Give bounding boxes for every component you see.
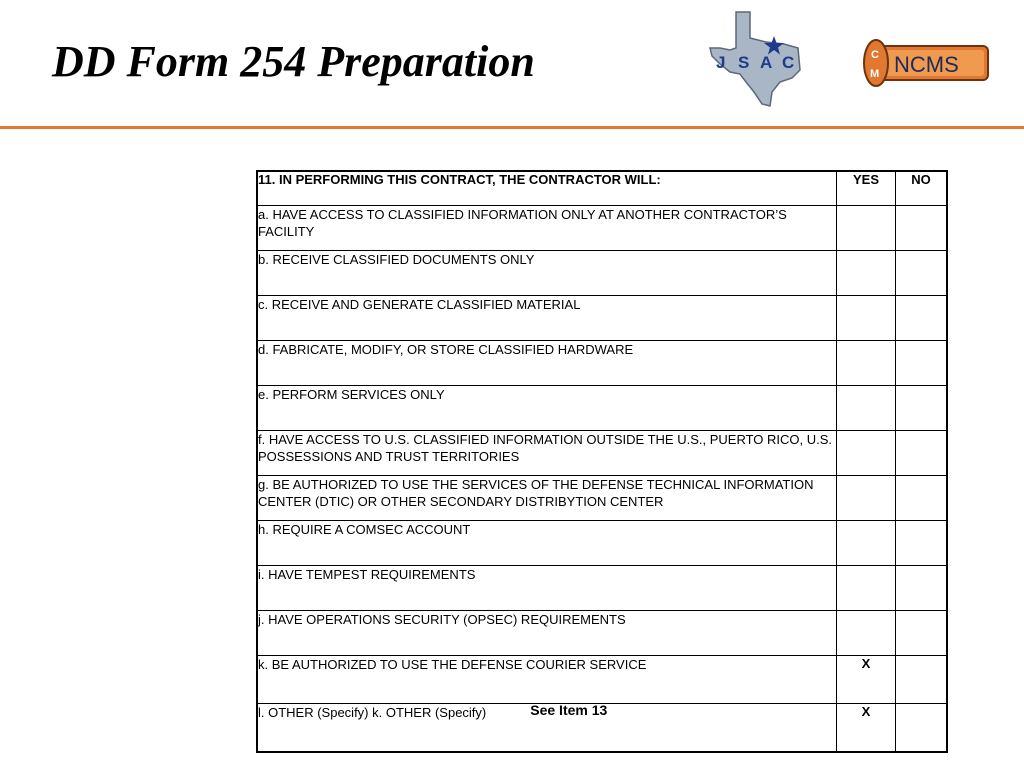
ncms-emblem-icon — [862, 38, 990, 88]
row-question: a. HAVE ACCESS TO CLASSIFIED INFORMATION ONLY AT ANOTHER CONTRACTOR’S FACILITY — [257, 206, 837, 251]
row-question: f. HAVE ACCESS TO U.S. CLASSIFIED INFORMATION OUTSIDE THE U.S., PUERTO RICO, U.S. POSSESSIONS AND TRUST TERRITORIES — [257, 431, 837, 476]
no-checkbox[interactable] — [896, 656, 948, 704]
yes-checkbox[interactable]: X — [837, 656, 896, 704]
table-row — [257, 206, 947, 251]
table-row — [257, 656, 947, 704]
row-question-other — [257, 704, 837, 753]
no-checkbox[interactable] — [896, 566, 948, 611]
texas-map-icon — [706, 8, 806, 108]
no-checkbox[interactable] — [896, 611, 948, 656]
yes-checkbox[interactable] — [837, 296, 896, 341]
ncms-side-letter: C — [871, 49, 879, 61]
jsac-letter: S — [738, 53, 750, 72]
no-checkbox[interactable] — [896, 476, 948, 521]
table-row — [257, 704, 947, 753]
yes-checkbox[interactable] — [837, 341, 896, 386]
row-question: k. BE AUTHORIZED TO USE THE DEFENSE COURIER SERVICE — [257, 656, 837, 704]
jsac-logo — [706, 8, 806, 108]
no-checkbox[interactable] — [896, 704, 948, 753]
row-question: e. PERFORM SERVICES ONLY — [257, 386, 837, 431]
no-column-header: NO — [896, 171, 948, 206]
no-checkbox[interactable] — [896, 296, 948, 341]
row-question: b. RECEIVE CLASSIFIED DOCUMENTS ONLY — [257, 251, 837, 296]
no-checkbox[interactable] — [896, 386, 948, 431]
yes-checkbox[interactable]: X — [837, 704, 896, 753]
table-row — [257, 386, 947, 431]
ncms-side-letter: M — [870, 68, 880, 80]
table-row — [257, 431, 947, 476]
yes-checkbox[interactable] — [837, 521, 896, 566]
table-heading: 11. IN PERFORMING THIS CONTRACT, THE CONTRACTOR WILL: — [257, 171, 837, 206]
yes-checkbox[interactable] — [837, 386, 896, 431]
no-checkbox[interactable] — [896, 206, 948, 251]
yes-checkbox[interactable] — [837, 206, 896, 251]
no-checkbox[interactable] — [896, 251, 948, 296]
table-row — [257, 251, 947, 296]
jsac-letter: J — [716, 53, 726, 72]
yes-checkbox[interactable] — [837, 476, 896, 521]
table-row — [257, 611, 947, 656]
yes-column-header: YES — [837, 171, 896, 206]
row-question: d. FABRICATE, MODIFY, OR STORE CLASSIFIED HARDWARE — [257, 341, 837, 386]
yes-checkbox[interactable] — [837, 611, 896, 656]
yes-checkbox[interactable] — [837, 251, 896, 296]
page-title: DD Form 254 Preparation — [52, 37, 535, 86]
table-row — [257, 296, 947, 341]
table-row — [257, 521, 947, 566]
no-checkbox[interactable] — [896, 341, 948, 386]
see-item-note: See Item 13 — [530, 702, 608, 718]
yes-checkbox[interactable] — [837, 566, 896, 611]
no-checkbox[interactable] — [896, 431, 948, 476]
header-divider — [0, 126, 1024, 129]
table-row — [257, 341, 947, 386]
row-question: g. BE AUTHORIZED TO USE THE SERVICES OF THE DEFENSE TECHNICAL INFORMATION CENTER (DTIC) OR OTHER SECONDARY DISTRIBYTION CENTER — [257, 476, 837, 521]
table-row — [257, 566, 947, 611]
table-header-row — [257, 171, 947, 206]
row-question: l. OTHER (Specify) k. OTHER (Specify) — [258, 705, 487, 720]
row-question: c. RECEIVE AND GENERATE CLASSIFIED MATERIAL — [257, 296, 837, 341]
ncms-logo — [862, 38, 990, 88]
table-row — [257, 476, 947, 521]
row-question: i. HAVE TEMPEST REQUIREMENTS — [257, 566, 837, 611]
row-question: h. REQUIRE A COMSEC ACCOUNT — [257, 521, 837, 566]
yes-checkbox[interactable] — [837, 431, 896, 476]
no-checkbox[interactable] — [896, 521, 948, 566]
row-question: j. HAVE OPERATIONS SECURITY (OPSEC) REQUIREMENTS — [257, 611, 837, 656]
contract-requirements-table — [256, 170, 948, 753]
ncms-text: NCMS — [894, 52, 959, 77]
jsac-letter: A — [760, 53, 773, 72]
jsac-letter: C — [782, 53, 795, 72]
